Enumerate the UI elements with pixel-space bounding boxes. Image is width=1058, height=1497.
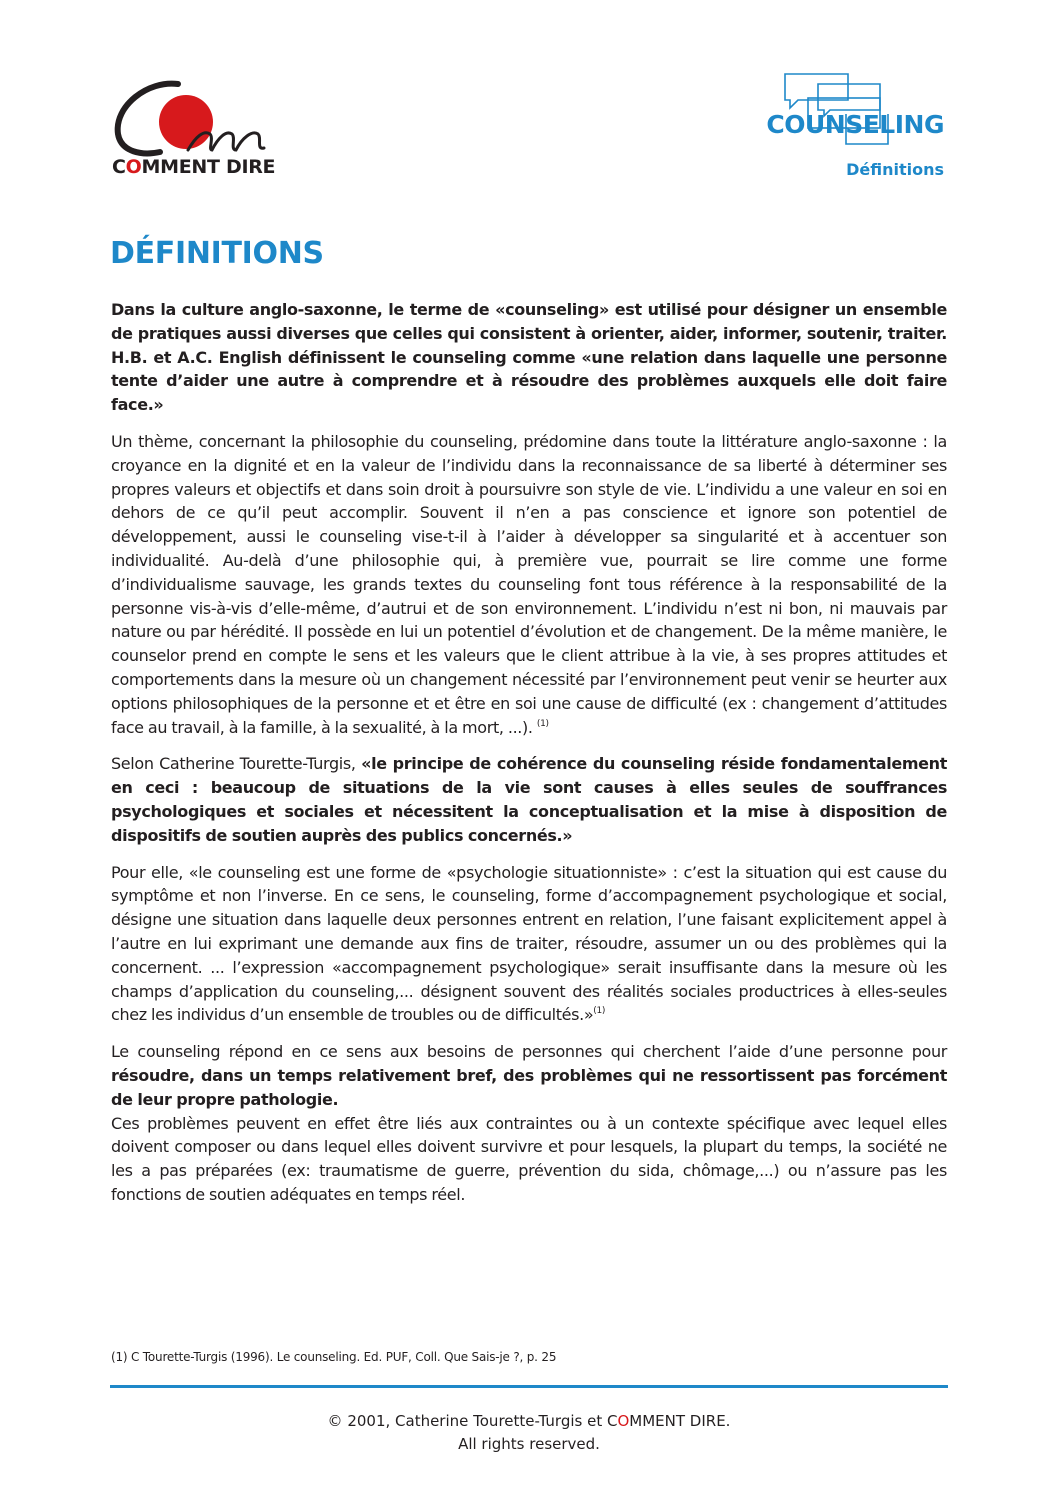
intro-text: Dans la culture anglo-saxonne, le terme de «counseling» est utilisé pour désigner un ensemble de pratiques aussi diverses que celles qui consistent à orienter, aider, informer, soutenir, traiter. H.B. et A.C. English définissent le counseling comme «une relation dans laquelle une personne tente d’aider une autre à comprendre et à résoudre des problèmes auxquels elle doit faire face.» [111, 300, 947, 415]
constraints-text: Ces problèmes peuvent en effet être liés aux contraintes ou à un contexte spécifique avec lequel elles doivent composer ou dans lequel elles doivent survivre et pour lesquels, la plupart du temps, la société ne les a pas préparées (ex: traumatisme de guerre, prévention du sida, chômage,...) ou n’assure pas les fonctions de soutien adéquates en temps réel. [111, 1113, 947, 1204]
paragraph-intro [111, 298, 947, 417]
footnote-ref: (1) [593, 1006, 605, 1017]
paragraph-philosophy [111, 430, 947, 739]
paragraph-constraints [111, 1112, 947, 1207]
coherence-quote: «le principe de cohérence du counseling réside fondamentalement en ceci : beaucoup de situations de la vie sont causes à elles seules de souffrances psychologiques et sociales et nécessitent la conceptualisation et la mise à disposition de dispositifs de soutien auprès des publics concernés.» [111, 754, 947, 845]
comment-dire-wordmark: COMMENT DIRE [112, 156, 276, 178]
paragraph-tourette-turgis [111, 752, 947, 847]
needs-intro: Le counseling répond en ce sens aux besoins de personnes qui cherchent l’aide d’une personne pour [111, 1042, 947, 1062]
needs-emphasis: résoudre, dans un temps relativement bref, des problèmes qui ne ressortissent pas forcément de leur propre pathologie. [111, 1065, 947, 1109]
comment-dire-logo-mark [108, 72, 308, 158]
philosophy-text: Un thème, concernant la philosophie du counseling, prédomine dans toute la littérature anglo-saxonne : la croyance en la dignité et en la valeur de l’individu dans la reconnaissance de sa liberté à déterminer ses propres valeurs et objectifs et dans soin droit à poursuivre son style de vie. L’individu a une valeur en soi en dehors de ce qu’il peut accomplir. Souvent il n’en a pas conscience et ignore son potentiel de développement, aussi le counseling vise-t-il à l’aider à développer sa singularité et à accentuer son individualité. Au-delà d’une philosophie qui, à première vue, pourrait se lire comme une forme d’individualisme sauvage, les grands textes du counseling font tous référence à la responsabilité de la personne vis-à-vis d’elle-même, d’autrui et de son environnement. L’individu n’est ni bon, ni mauvais par nature ou par hérédité. Il possède en lui un potentiel d’évolution et de changement. De la même manière, le counselor prend en compte le sens et les valeurs que le client attribue à la vie, à ses propres attitudes et comportements dans la mesure où un changement nécessité par l’environnement peut venir se heurter aux options philosophiques de la personne et et être en soi une cause de difficulté (ex : changement d’attitudes face au travail, à la famille, à la sexualité, à la mort, ...). [111, 431, 947, 737]
comment-dire-logo [108, 72, 308, 182]
footer-divider [110, 1385, 948, 1388]
footnote: (1) C Tourette-Turgis (1996). Le counseling. Ed. PUF, Coll. Que Sais-je ?, p. 25 [111, 1350, 557, 1364]
paragraph-situationist [111, 861, 947, 1028]
tourette-turgis-intro: Selon Catherine Tourette-Turgis, [111, 754, 362, 774]
paragraph-needs [111, 1040, 947, 1111]
document-body [111, 298, 947, 1220]
counseling-subtitle: Définitions [846, 160, 944, 179]
situationist-text: Pour elle, «le counseling est une forme de «psychologie situationniste» : c’est la situation qui est cause du symptôme et non l’inverse. En ce sens, le counseling, forme d’accompagnement psychologique et social, désigne une situation dans laquelle deux personnes entrent en relation, l’une faisant explicitement appel à l’autre en lui exprimant une demande aux fins de traiter, résoudre, assumer un ou des problèmes qui la concernent. ... l’expression «accompagnement psychologique» serait insuffisante dans la mesure où les champs d’application du counseling,... désignent souvent des réalités sociales productrices à elles-seules chez les individus d’un ensemble de troubles ou de difficultés.» [111, 862, 947, 1025]
footnote-ref: (1) [536, 718, 549, 729]
counseling-logo [730, 66, 950, 186]
rights-line: All rights reserved. [458, 1435, 600, 1453]
counseling-wordmark: COUNSELING [766, 110, 944, 139]
copyright-line: © 2001, Catherine Tourette-Turgis et COMMENT DIRE. [327, 1412, 731, 1430]
page-title: DÉFINITIONS [110, 236, 324, 271]
copyright-footer [110, 1410, 948, 1456]
